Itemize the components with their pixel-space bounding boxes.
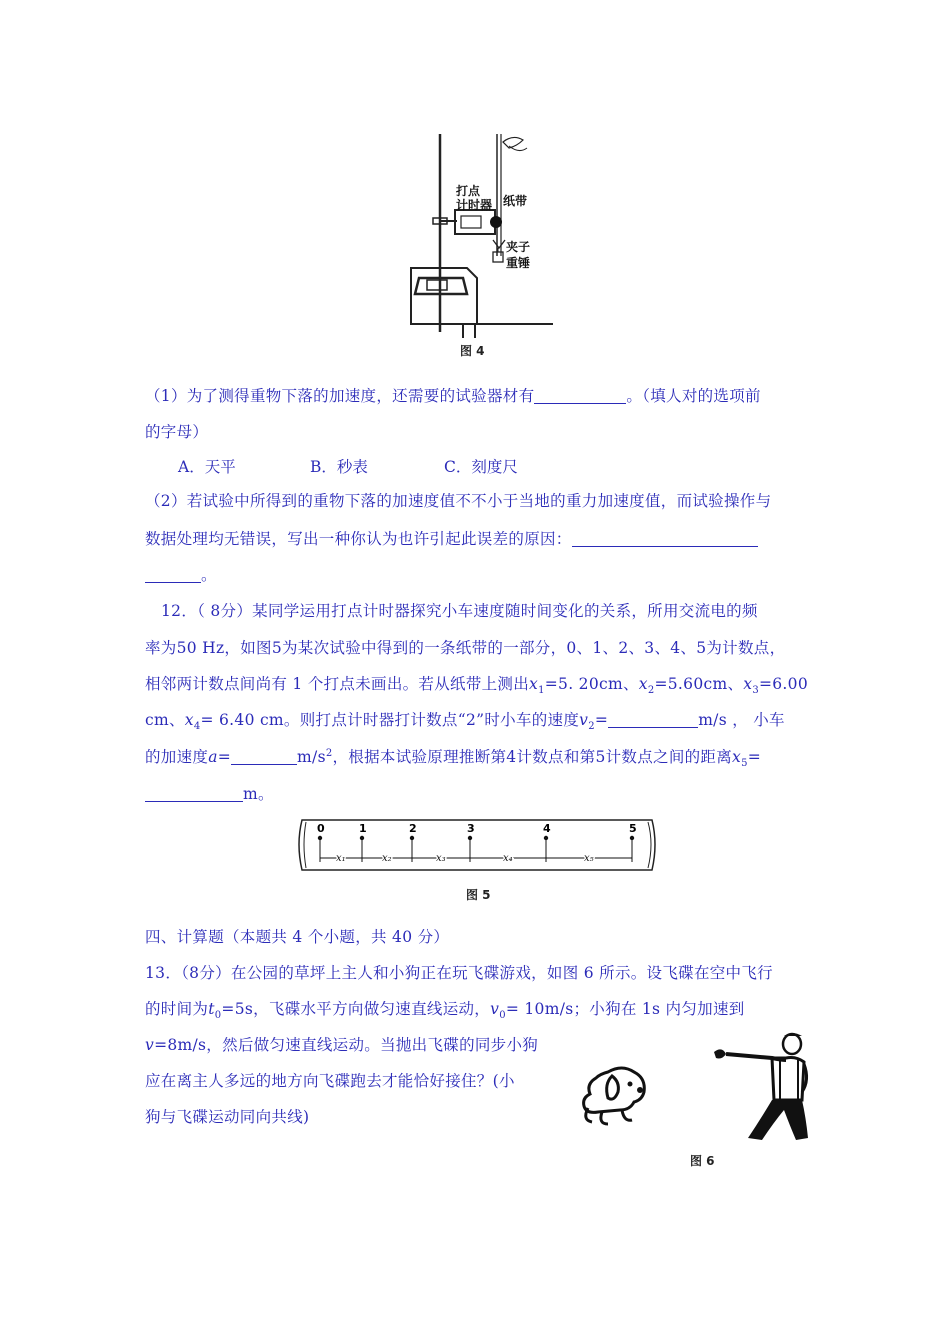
q12-line6 — [145, 782, 274, 804]
label-clip: 夹子 — [506, 240, 531, 254]
var-t: t — [208, 1000, 215, 1018]
label-weight: 重锤 — [506, 256, 531, 270]
figure-6-caption: 图 6 — [690, 1154, 715, 1168]
q12-x1: =5. 20cm、 — [544, 675, 639, 693]
q12-line3: 相邻两计数点间尚有 1 个打点未画出。若从纸带上测出$x_1=5$. 20cm、$x_2=5.60cm$、$x_3=6.00$ — [145, 675, 808, 697]
segment-label: x₁ — [336, 853, 346, 864]
q11-part1-line2: 的字母） — [145, 423, 209, 441]
tape-point-label: 1 — [359, 822, 367, 835]
var-x: x — [732, 748, 742, 766]
q12-eq: = — [747, 748, 762, 766]
q12-line1: 12．（ 8分）某同学运用打点计时器探究小车速度随时间变化的关系，所用交流电的频 — [161, 602, 758, 620]
label-tape: 纸带 — [503, 194, 528, 208]
q13-line5: 狗与飞碟运动同向共线) — [145, 1108, 310, 1126]
answer-blank[interactable] — [572, 530, 758, 547]
q12-x3: =6.00 — [758, 675, 808, 693]
var-x: x — [638, 675, 648, 693]
q12-unit: m/s — [297, 748, 326, 766]
superscript: 2 — [325, 747, 333, 759]
figure-5-caption: 图 5 — [466, 888, 491, 902]
section-4-title: 四、计算题（本题共 4 个小题，共 40 分） — [145, 928, 450, 946]
figure-6-dog-illustration — [578, 1062, 654, 1132]
q13-line3 — [145, 1033, 538, 1055]
segment-label: x₄ — [503, 853, 513, 864]
q13-text: = 10m/s；小狗在 1s 内匀加速到 — [505, 1000, 745, 1018]
figure-4-apparatus — [405, 128, 555, 340]
q13-text: =5s，飞碟水平方向做匀速直线运动， — [221, 1000, 491, 1018]
segment-label: x₃ — [436, 853, 446, 864]
tape-point-label: 2 — [409, 822, 417, 835]
q11-part2-line1: （2）若试验中所得到的重物下落的加速度值不不小于当地的重力加速度值，而试验操作与 — [145, 492, 772, 510]
q11-part1-text: （1）为了测得重物下落的加速度，还需要的试验器材有 — [145, 387, 535, 405]
q12-text: ，根据本试验原理推断第4计数点和第5计数点之间的距离 — [332, 748, 733, 766]
q12-unit: m。 — [243, 785, 274, 803]
q12-text: cm、 — [145, 711, 185, 729]
q12-line4: cm、$x_4= 6.40$ cm。则打点计时器打计数点“2”时小车的速度$v_2= m/s$ ， 小车 — [145, 711, 785, 733]
q13-line2 — [145, 997, 745, 1021]
label-timer: 打点 计时器 — [456, 184, 493, 212]
option-c: C．刻度尺 — [444, 458, 518, 476]
q11-part1-tail: 。（填人对的选项前 — [626, 387, 761, 405]
option-b: B．秒表 — [310, 458, 368, 476]
segment-label: x₂ — [382, 853, 392, 864]
tape-point-label: 3 — [467, 822, 475, 835]
q11-part2-line3 — [145, 563, 217, 585]
q12-line2: 率为50 Hz，如图5为某次试验中得到的一条纸带的一部分，0、1、2、3、4、5为计数点， — [145, 639, 786, 657]
tape-point-label: 4 — [543, 822, 551, 835]
q11-part2-end: 。 — [201, 566, 217, 584]
var-x: x — [743, 675, 753, 693]
var-v: v — [145, 1036, 155, 1054]
figure-6-man-illustration — [712, 1030, 812, 1145]
q13-text: =8m/s，然后做匀速直线运动。当抛出飞碟的同步小狗 — [154, 1036, 539, 1054]
answer-blank[interactable] — [231, 748, 297, 765]
q12-unit: m/s ， 小车 — [698, 711, 785, 729]
var-v: v — [579, 711, 589, 729]
figure-5-tape — [296, 818, 660, 874]
q12-line5: 的加速度$a= m/s^2$，根据本试验原理推断第4计数点和第5计数点之间的距离$x_5=$ — [145, 747, 762, 770]
answer-blank[interactable] — [145, 566, 201, 583]
var-v: v — [490, 1000, 500, 1018]
subscript: 0 — [214, 1010, 222, 1022]
option-a: A．天平 — [178, 458, 236, 476]
tape-point-label: 5 — [629, 822, 637, 835]
var-x: x — [184, 711, 194, 729]
q11-part2-line2 — [145, 527, 758, 549]
q13-line4: 应在离主人多远的地方向飞碟跑去才能恰好接住？(小 — [145, 1072, 515, 1090]
figure-4-caption: 图 4 — [460, 344, 485, 358]
q12-x2: =5.60cm、 — [654, 675, 744, 693]
subscript: 0 — [499, 1010, 506, 1022]
q12-eq: = — [594, 711, 609, 729]
tape-points — [317, 822, 637, 864]
q11-part1-line1 — [145, 384, 761, 406]
segment-label: x₅ — [584, 853, 594, 864]
var-a: a — [208, 748, 218, 766]
q12-text: 的加速度 — [145, 748, 209, 766]
var-x: x — [529, 675, 539, 693]
tape-point-label: 0 — [317, 822, 325, 835]
q12-eq: = — [217, 748, 232, 766]
q13-line1: 13．（8分）在公园的草坪上主人和小狗正在玩飞碟游戏，如图 6 所示。设飞碟在空中飞行 — [145, 964, 773, 982]
answer-blank[interactable] — [534, 387, 626, 404]
q12-x4: = 6.40 cm。则打点计时器打计数点“2”时小车的速度 — [200, 711, 580, 729]
answer-blank[interactable] — [608, 711, 698, 728]
answer-blank[interactable] — [145, 785, 243, 802]
q11-part2-text: 数据处理均无错误，写出一种你认为也许引起此误差的原因： — [145, 530, 572, 548]
q12-text: 相邻两计数点间尚有 1 个打点未画出。若从纸带上测出 — [145, 675, 530, 693]
q13-text: 的时间为 — [145, 1000, 209, 1018]
